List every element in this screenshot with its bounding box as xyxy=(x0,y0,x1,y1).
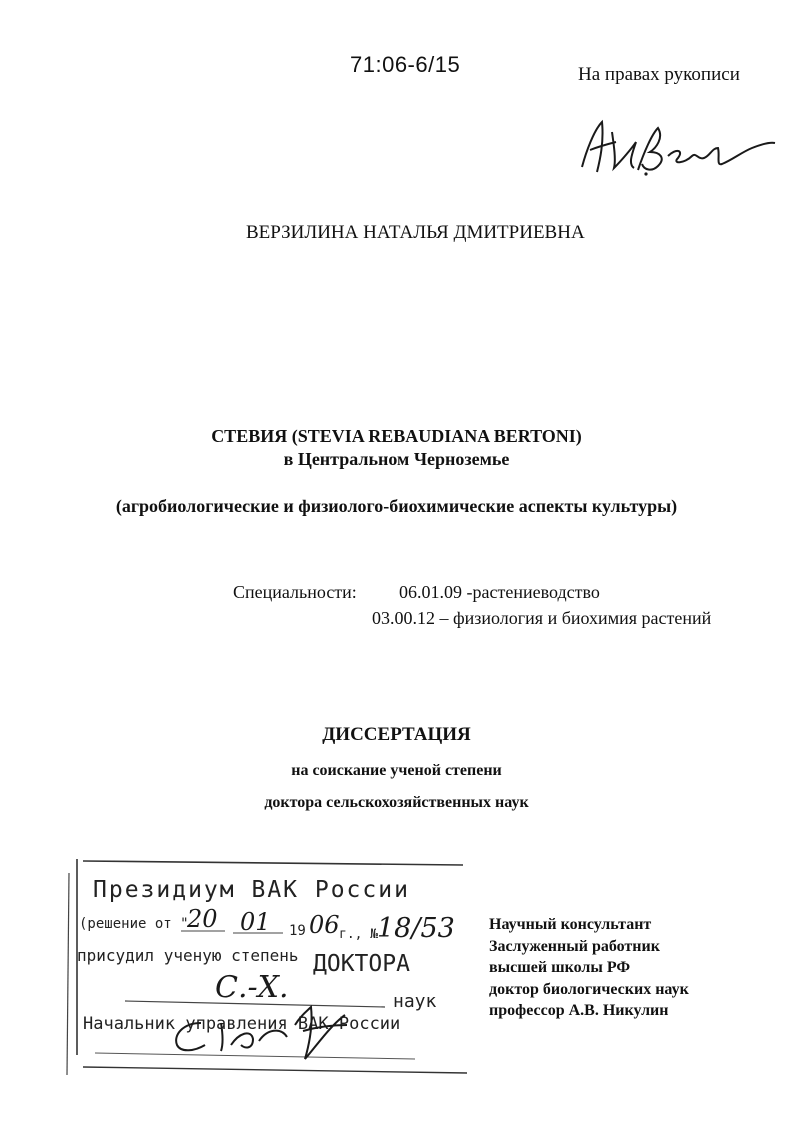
consultant-block xyxy=(489,914,689,1022)
consultant-line: Научный консультант xyxy=(489,916,652,933)
title-sub: в Центральном Черноземье xyxy=(283,449,510,469)
specialty-second: 03.00.12 – физиология и биохимия растений xyxy=(372,608,712,628)
specialty-first: 06.01.09 -растениеводство xyxy=(399,582,600,602)
stamp-degree: ДОКТОРА xyxy=(313,951,410,977)
stamp-day: 20 xyxy=(187,905,218,933)
title-aspects: (агробиологические и физиолого-биохимические аспекты культуры) xyxy=(115,496,678,516)
title-main: СТЕВИЯ (STEVIA REBAUDIANA BERTONI) xyxy=(211,426,582,446)
consultant-line: высшей школы РФ xyxy=(489,959,631,976)
stamp-border xyxy=(67,873,69,1075)
stamp-month: 01 xyxy=(240,908,271,936)
stamp-chief: Начальник управления ВАК России xyxy=(83,1014,401,1034)
stamp-title: Президиум ВАК России xyxy=(93,877,410,903)
consultant-line: Заслуженный работник xyxy=(489,937,660,955)
stamp-number-label: г., № xyxy=(339,927,379,942)
stamp-year-prefix: 19 xyxy=(289,923,306,939)
degree-line-2: доктора сельскохозяйственных наук xyxy=(264,794,529,811)
stamp-year: 06 xyxy=(309,911,340,939)
consultant-line: доктор биологических наук xyxy=(489,980,689,998)
vak-stamp xyxy=(55,855,475,1080)
stamp-border xyxy=(83,1067,467,1073)
stamp-number: 18/53 xyxy=(377,913,455,944)
stamp-decision-prefix: (решение от " xyxy=(79,916,189,932)
author-signature xyxy=(572,112,777,187)
rights-notice: На правах рукописи xyxy=(578,64,740,85)
specialties-label: Специальности: xyxy=(233,582,357,602)
consultant-line: профессор А.В. Никулин xyxy=(489,1002,669,1019)
document-code: 71:06-6/15 xyxy=(350,52,461,77)
dissertation-title xyxy=(0,425,793,471)
stamp-field-hand: С.-Х. xyxy=(215,970,289,1005)
stamp-border xyxy=(95,1053,415,1059)
stamp-awarded: присудил ученую степень xyxy=(77,946,299,965)
dissertation-heading: ДИССЕРТАЦИЯ xyxy=(322,724,471,745)
stamp-border xyxy=(83,861,463,865)
stamp-nauk: наук xyxy=(393,991,437,1012)
author-name: ВЕРЗИЛИНА НАТАЛЬЯ ДМИТРИЕВНА xyxy=(246,222,585,243)
degree-line-1: на соискание ученой степени xyxy=(291,762,502,779)
